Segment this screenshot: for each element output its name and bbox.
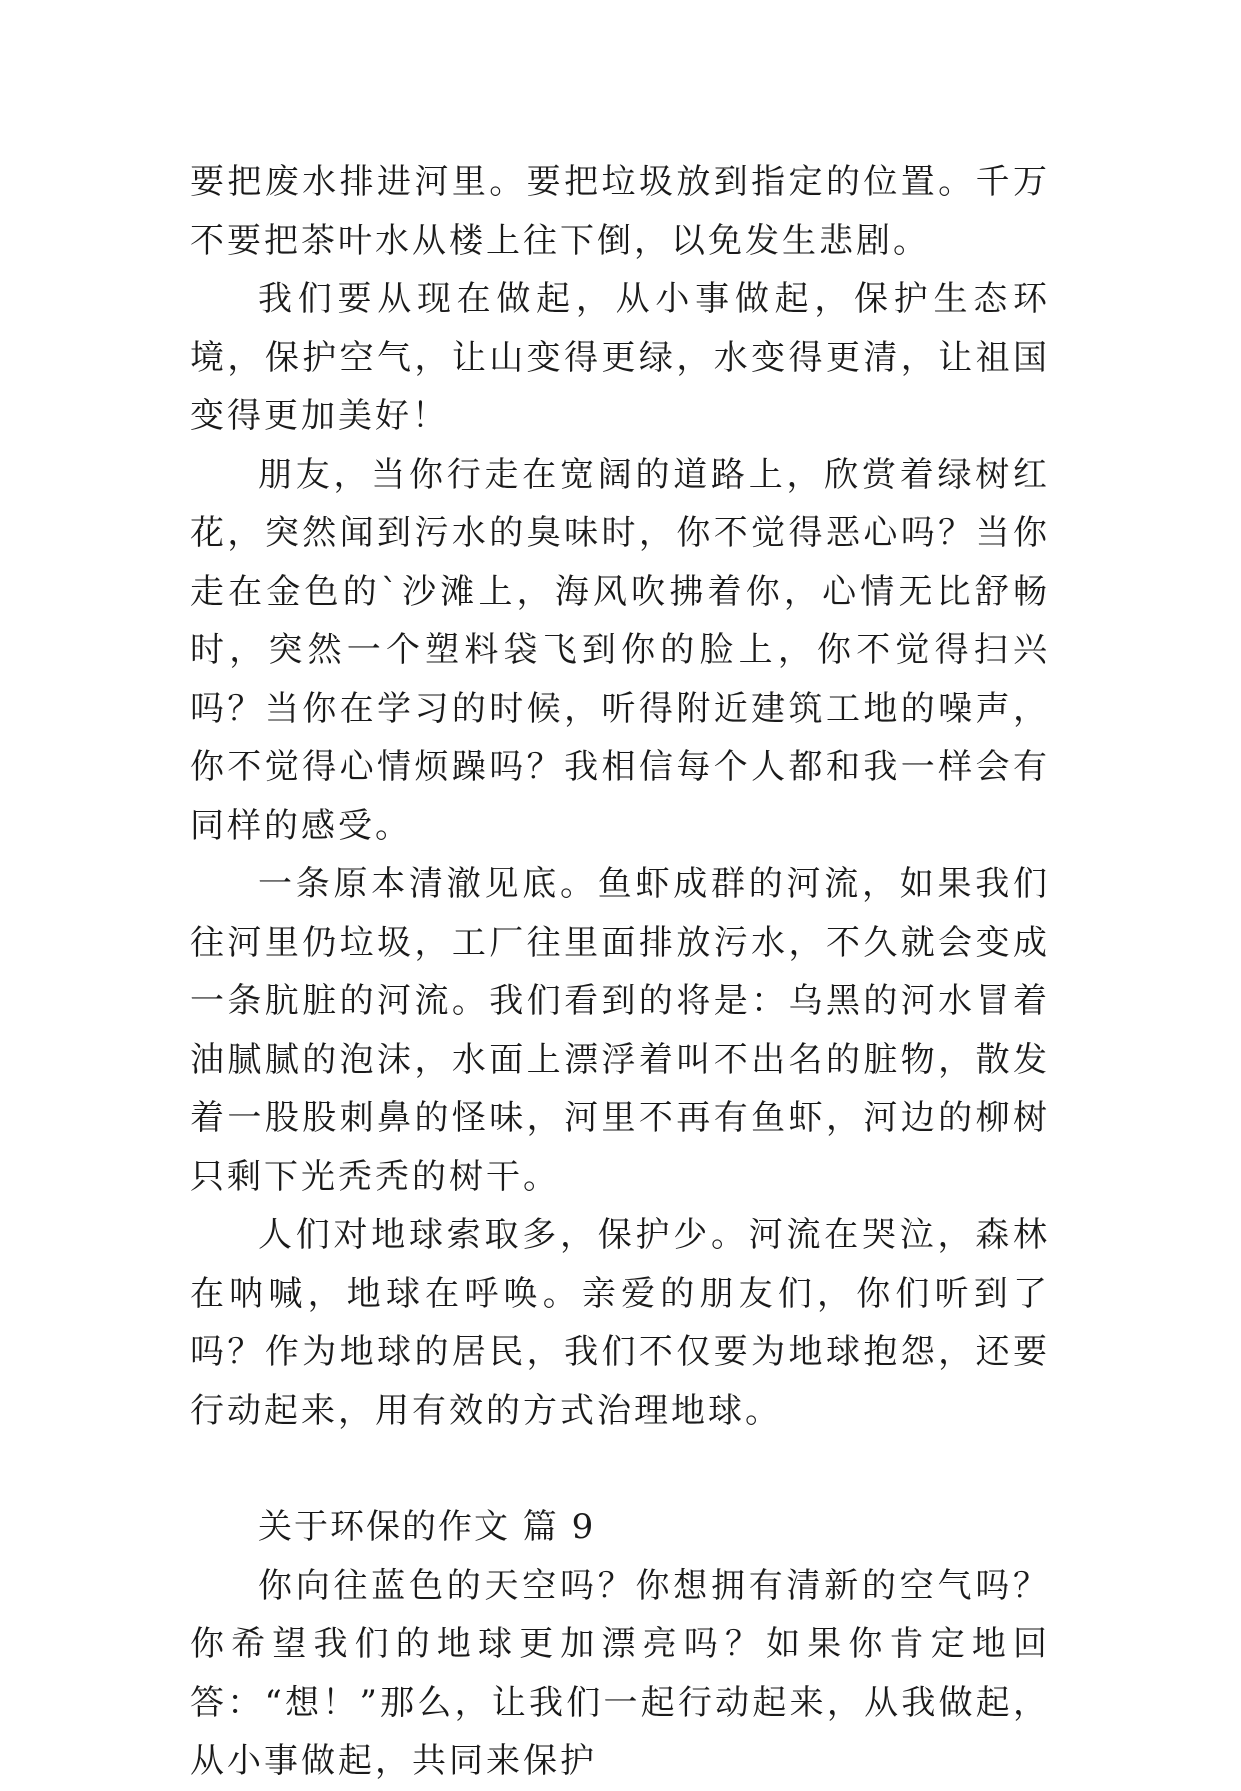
document-body [190, 153, 1050, 1791]
paragraph-3: 朋友，当你行走在宽阔的道路上，欣赏着绿树红花，突然闻到污水的臭味时，你不觉得恶心吗？当你走在金色的`沙滩上，海风吹拂着你，心情无比舒畅时，突然一个塑料袋飞到你的脸上，你不觉得扫兴吗？当你在学习的时候，听得附近建筑工地的噪声，你不觉得心情烦躁吗？我相信每个人都和我一样会有同样的感受。 [190, 454, 1050, 846]
paragraph-2: 我们要从现在做起，从小事做起，保护生态环境，保护空气，让山变得更绿，水变得更清，让祖国变得更加美好！ [190, 279, 1050, 436]
paragraph-1: 要把废水排进河里。要把垃圾放到指定的位置。千万不要把茶叶水从楼上往下倒，以免发生悲剧。 [190, 162, 1050, 261]
section-heading: 关于环保的作文 篇 9 [258, 1507, 596, 1547]
paragraph-4: 一条原本清澈见底。鱼虾成群的河流，如果我们往河里仍垃圾，工厂往里面排放污水，不久就会变成一条肮脏的河流。我们看到的将是：乌黑的河水冒着油腻腻的泡沫，水面上漂浮着叫不出名的脏物，散发着一股股刺鼻的怪味，河里不再有鱼虾，河边的柳树只剩下光秃秃的树干。 [190, 864, 1050, 1197]
paragraph-6: 你向往蓝色的天空吗？你想拥有清新的空气吗？你希望我们的地球更加漂亮吗？如果你肯定地回答：“想！”那么，让我们一起行动起来，从我做起，从小事做起，共同来保护 [190, 1565, 1050, 1781]
paragraph-5: 人们对地球索取多，保护少。河流在哭泣，森林在呐喊，地球在呼唤。亲爱的朋友们，你们听到了吗？作为地球的居民，我们不仅要为地球抱怨，还要行动起来，用有效的方式治理地球。 [190, 1215, 1050, 1431]
